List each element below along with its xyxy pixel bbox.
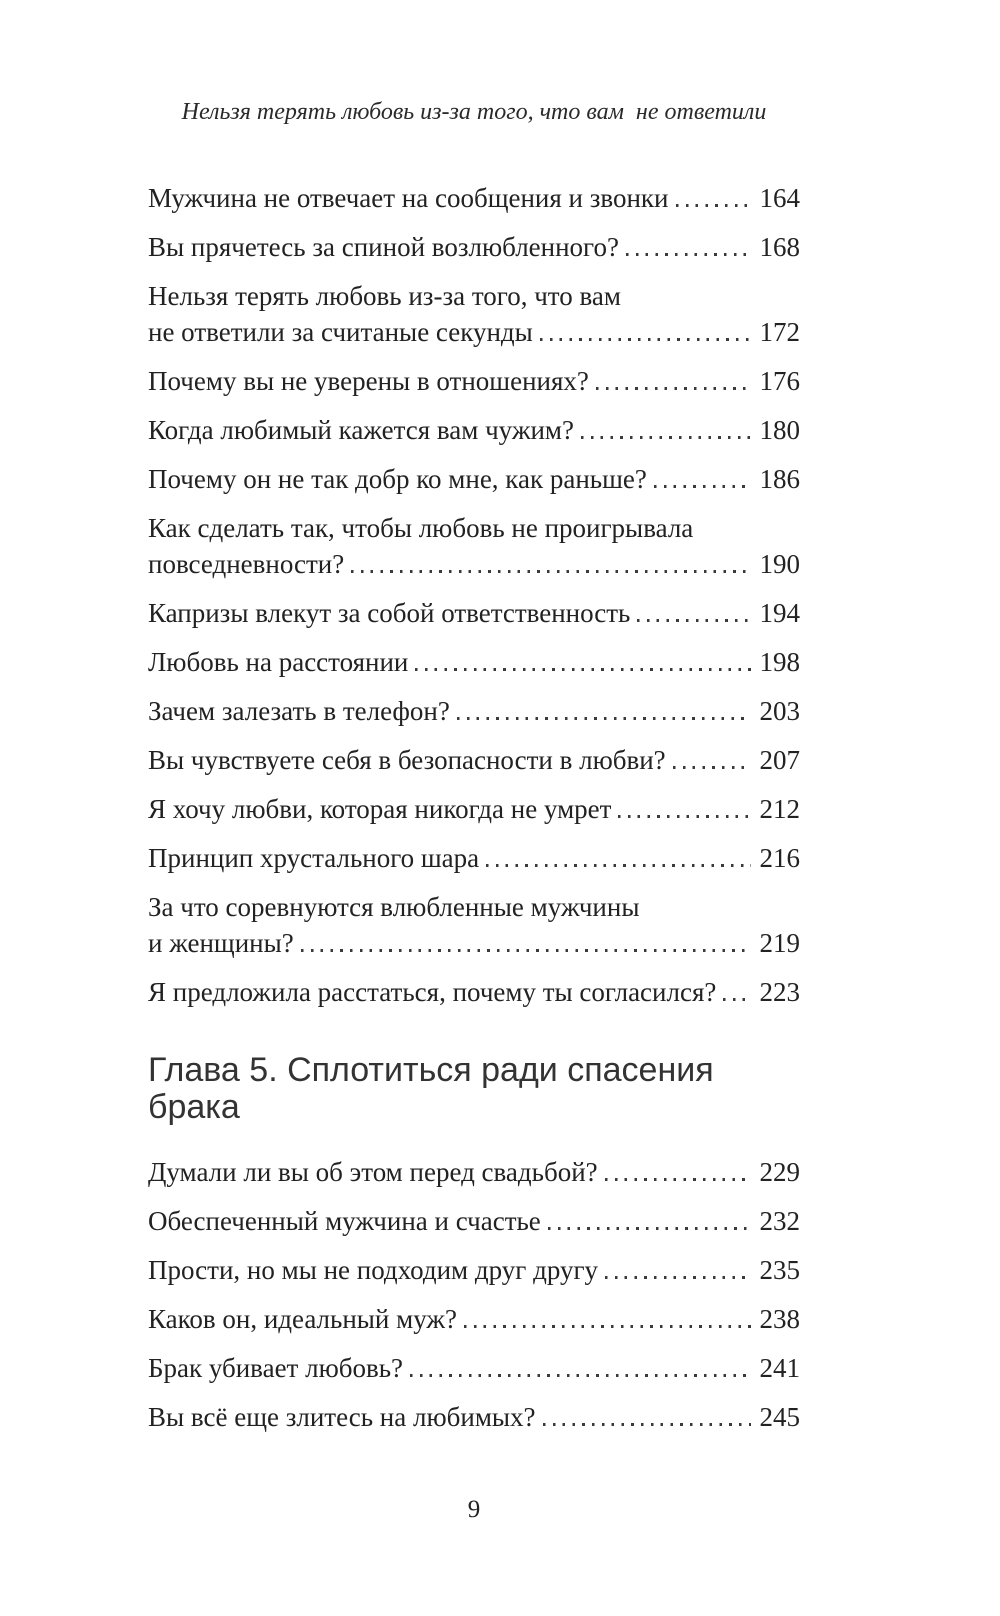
toc-entry[interactable]: [148, 363, 800, 399]
dot-leader: [605, 1276, 750, 1279]
toc-entry-page-number: 194: [759, 598, 800, 628]
toc-entry-leader-line: [148, 791, 800, 827]
toc-entry-leader-line: [148, 1203, 800, 1239]
toc-entry-leader-line: [148, 412, 800, 448]
toc-entry-page-number: 232: [759, 1206, 800, 1236]
toc-entry-page-number: 238: [759, 1304, 800, 1334]
toc-entry[interactable]: [148, 461, 800, 497]
toc-entry-title: Любовь на расстоянии: [148, 647, 409, 677]
toc-entry-page-number: 219: [759, 928, 800, 958]
toc-entry-leader-line: [148, 314, 800, 350]
toc-entry-title: Вы чувствуете себя в безопасности в любви?: [148, 745, 666, 775]
toc-entry[interactable]: [148, 644, 800, 680]
toc-entry-wrap-line: [148, 278, 800, 314]
toc-entry-leader-line: [148, 1154, 800, 1190]
toc-entry-leader-line: [148, 180, 800, 216]
toc-entry-title: Почему вы не уверены в отношениях?: [148, 366, 589, 396]
toc-entry-leader-line: [148, 461, 800, 497]
toc-entry-page-number: 190: [759, 549, 800, 579]
toc-entry-title: За что соревнуются влюбленные мужчины: [148, 892, 640, 922]
toc-entry-title: Как сделать так, чтобы любовь не проигрывала: [148, 513, 694, 543]
toc-entry-leader-line: [148, 546, 800, 582]
toc-entry-title: Принцип хрустального шара: [148, 843, 480, 873]
toc-entry[interactable]: [148, 1154, 800, 1190]
toc-entry-page-number: 212: [759, 794, 800, 824]
toc-entry-leader-line: [148, 1301, 800, 1337]
toc-entry-leader-line: [148, 595, 800, 631]
toc-entry-title: Вы прячетесь за спиной возлюбленного?: [148, 232, 619, 262]
toc-entry-title: Зачем залезать в телефон?: [148, 696, 450, 726]
toc-entry-title: Каков он, идеальный муж?: [148, 1304, 457, 1334]
toc-entry-page-number: 172: [759, 317, 800, 347]
toc-entry[interactable]: [148, 1252, 800, 1288]
toc-entry-title: Обеспеченный мужчина и счастье: [148, 1206, 541, 1236]
dot-leader: [351, 570, 750, 573]
toc-entry-title: Почему он не так добр ко мне, как раньше?: [148, 464, 647, 494]
toc-entry[interactable]: [148, 1350, 800, 1386]
running-header: Нельзя терять любовь из-за того, что вам не ответили: [181, 99, 767, 125]
dot-leader: [540, 338, 751, 341]
dot-leader: [464, 1325, 751, 1328]
dot-leader: [410, 1374, 750, 1377]
toc-entry[interactable]: [148, 889, 800, 961]
toc-entry-leader-line: [148, 693, 800, 729]
toc-entry-title: Вы всё еще злитесь на любимых?: [148, 1402, 536, 1432]
toc-section-1: [148, 180, 800, 1010]
dot-leader: [543, 1423, 751, 1426]
toc-entry[interactable]: [148, 595, 800, 631]
toc-entry-leader-line: [148, 840, 800, 876]
toc-section-2: [148, 1154, 800, 1435]
toc-entry-title: Когда любимый кажется вам чужим?: [148, 415, 574, 445]
toc-entry-title: Нельзя терять любовь из-за того, что вам: [148, 281, 621, 311]
toc-entry-title: Капризы влекут за собой ответственность: [148, 598, 631, 628]
toc-entry-title: Я предложила расстаться, почему ты согласился?: [148, 977, 717, 1007]
toc-entry-page-number: 168: [759, 232, 800, 262]
toc-entry[interactable]: [148, 1203, 800, 1239]
toc-entry-page-number: 241: [759, 1353, 800, 1383]
table-of-contents: [148, 180, 800, 1448]
toc-entry-leader-line: [148, 742, 800, 778]
dot-leader: [457, 717, 751, 720]
toc-entry-page-number: 164: [759, 183, 800, 213]
toc-entry[interactable]: [148, 1301, 800, 1337]
toc-entry-wrap-line: [148, 510, 800, 546]
toc-entry-page-number: 216: [759, 843, 800, 873]
toc-entry[interactable]: [148, 412, 800, 448]
toc-entry-title: Думали ли вы об этом перед свадьбой?: [148, 1157, 598, 1187]
dot-leader: [596, 387, 751, 390]
chapter-heading-line-1: Глава 5. Сплотиться ради спасения: [148, 1051, 714, 1089]
toc-entry-leader-line: [148, 974, 800, 1010]
toc-entry[interactable]: [148, 840, 800, 876]
toc-entry[interactable]: [148, 742, 800, 778]
dot-leader: [548, 1227, 751, 1230]
dot-leader: [676, 204, 751, 207]
toc-entry-page-number: 176: [759, 366, 800, 396]
dot-leader: [415, 668, 750, 671]
toc-entry-title: и женщины?: [148, 928, 294, 958]
toc-entry-page-number: 235: [759, 1255, 800, 1285]
toc-entry[interactable]: [148, 229, 800, 265]
toc-entry-leader-line: [148, 1350, 800, 1386]
toc-entry-leader-line: [148, 363, 800, 399]
toc-entry-page-number: 223: [759, 977, 800, 1007]
toc-entry-leader-line: [148, 925, 800, 961]
toc-entry-leader-line: [148, 1252, 800, 1288]
dot-leader: [618, 815, 750, 818]
toc-entry-leader-line: [148, 1399, 800, 1435]
toc-entry-title: Брак убивает любовь?: [148, 1353, 404, 1383]
dot-leader: [486, 864, 750, 867]
toc-entry[interactable]: [148, 693, 800, 729]
toc-entry[interactable]: [148, 278, 800, 350]
chapter-heading-line-2: брака: [148, 1088, 240, 1126]
toc-entry-title: Мужчина не отвечает на сообщения и звонки: [148, 183, 669, 213]
dot-leader: [654, 485, 751, 488]
toc-entry-page-number: 186: [759, 464, 800, 494]
toc-entry[interactable]: [148, 1399, 800, 1435]
dot-leader: [301, 949, 751, 952]
toc-entry-page-number: 198: [759, 647, 800, 677]
dot-leader: [581, 436, 751, 439]
toc-entry-leader-line: [148, 229, 800, 265]
toc-entry-leader-line: [148, 644, 800, 680]
toc-entry[interactable]: [148, 974, 800, 1010]
toc-entry-title: повседневности?: [148, 549, 345, 579]
toc-entry-title: не ответили за считаные секунды: [148, 317, 533, 347]
page-number: 9: [467, 1496, 481, 1523]
toc-entry[interactable]: [148, 510, 800, 582]
toc-entry-title: Прости, но мы не подходим друг другу: [148, 1255, 599, 1285]
toc-entry[interactable]: [148, 791, 800, 827]
dot-leader: [626, 253, 751, 256]
dot-leader: [723, 998, 750, 1001]
toc-entry-page-number: 207: [759, 745, 800, 775]
toc-entry-page-number: 245: [759, 1402, 800, 1432]
toc-entry-page-number: 203: [759, 696, 800, 726]
toc-entry-page-number: 229: [759, 1157, 800, 1187]
chapter-heading: [148, 1052, 800, 1126]
toc-entry-wrap-line: [148, 889, 800, 925]
dot-leader: [637, 619, 750, 622]
dot-leader: [605, 1178, 751, 1181]
toc-entry-page-number: 180: [759, 415, 800, 445]
toc-entry[interactable]: [148, 180, 800, 216]
toc-entry-title: Я хочу любви, которая никогда не умрет: [148, 794, 612, 824]
dot-leader: [673, 766, 751, 769]
